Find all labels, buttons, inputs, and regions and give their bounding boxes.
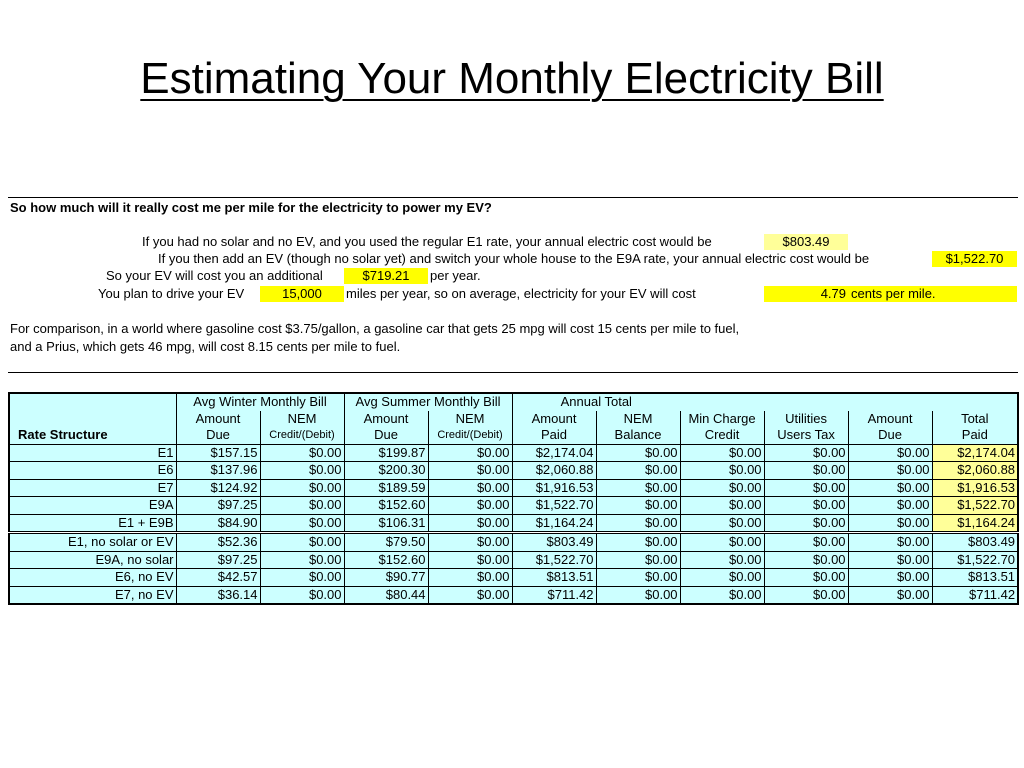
table-cell: $0.00 <box>680 497 764 515</box>
table-cell: $0.00 <box>260 479 344 497</box>
header-blank <box>9 393 176 411</box>
table-cell: $79.50 <box>344 533 428 552</box>
table-cell: $0.00 <box>596 479 680 497</box>
table-cell: $97.25 <box>176 551 260 569</box>
table-cell: $36.14 <box>176 586 260 604</box>
rate-name: E7 <box>9 479 176 497</box>
table-cell: $1,522.70 <box>512 497 596 515</box>
header-cell: Credit/(Debit) <box>428 427 512 444</box>
table-cell: $0.00 <box>764 497 848 515</box>
header-cell: Paid <box>512 427 596 444</box>
rate-name: E9A, no solar <box>9 551 176 569</box>
table-cell: $0.00 <box>848 533 932 552</box>
header-cell: Amount <box>848 411 932 428</box>
table-cell: $152.60 <box>344 497 428 515</box>
table-cell: $0.00 <box>260 444 344 462</box>
table-cell: $0.00 <box>848 462 932 480</box>
table-cell: $0.00 <box>428 497 512 515</box>
table-cell: $0.00 <box>848 479 932 497</box>
total-paid-cell: $813.51 <box>932 569 1018 587</box>
table-cell: $0.00 <box>596 551 680 569</box>
header-cell: Credit <box>680 427 764 444</box>
header-blank <box>680 393 1018 411</box>
rate-name: E6 <box>9 462 176 480</box>
header-cell: Due <box>344 427 428 444</box>
table-cell: $152.60 <box>344 551 428 569</box>
header-cell: Paid <box>932 427 1018 444</box>
table-cell: $0.00 <box>848 551 932 569</box>
header-cell: Users Tax <box>764 427 848 444</box>
table-row <box>9 462 1018 480</box>
header-cell: Balance <box>596 427 680 444</box>
header-cell: NEM <box>260 411 344 428</box>
table-row <box>9 569 1018 587</box>
table-cell: $1,916.53 <box>512 479 596 497</box>
table-cell: $0.00 <box>680 462 764 480</box>
table-cell: $84.90 <box>176 514 260 533</box>
table-cell: $0.00 <box>428 569 512 587</box>
table-cell: $0.00 <box>596 497 680 515</box>
total-paid-cell: $2,174.04 <box>932 444 1018 462</box>
table-cell: $42.57 <box>176 569 260 587</box>
table-cell: $1,164.24 <box>512 514 596 533</box>
comparison-line-2: and a Prius, which gets 46 mpg, will cost 8.15 cents per mile to fuel. <box>10 339 401 354</box>
table-cell: $0.00 <box>680 514 764 533</box>
table-cell: $0.00 <box>596 462 680 480</box>
table-cell: $0.00 <box>848 444 932 462</box>
table-cell: $200.30 <box>344 462 428 480</box>
rate-name: E7, no EV <box>9 586 176 604</box>
table-cell: $137.96 <box>176 462 260 480</box>
line3-value: $719.21 <box>344 268 428 284</box>
header-cell: Min Charge <box>680 411 764 428</box>
table-row <box>9 551 1018 569</box>
table-cell: $0.00 <box>764 586 848 604</box>
header-cell: Due <box>848 427 932 444</box>
page-title: Estimating Your Monthly Electricity Bill <box>140 54 884 103</box>
comparison-line-1: For comparison, in a world where gasoline cost $3.75/gallon, a gasoline car that gets 25 mpg will cost 15 cents per mile to fuel, <box>10 321 740 336</box>
rate-name: E9A <box>9 497 176 515</box>
line2-text: If you then add an EV (though no solar yet) and switch your whole house to the E9A rate, your annual electric cost would be <box>158 251 870 266</box>
table-cell: $0.00 <box>764 533 848 552</box>
table-cell: $106.31 <box>344 514 428 533</box>
table-cell: $1,522.70 <box>512 551 596 569</box>
rate-name: E6, no EV <box>9 569 176 587</box>
header-cell: Amount <box>344 411 428 428</box>
header-row-3 <box>9 427 1018 444</box>
table-cell: $0.00 <box>596 514 680 533</box>
line4-post: cents per mile. <box>851 286 936 301</box>
total-paid-cell: $2,060.88 <box>932 462 1018 480</box>
header-winter: Avg Winter Monthly Bill <box>176 393 344 411</box>
table-row <box>9 533 1018 552</box>
header-cell: Amount <box>176 411 260 428</box>
line3-pre: So your EV will cost you an additional <box>106 268 323 283</box>
table-cell: $0.00 <box>260 586 344 604</box>
line1-text: If you had no solar and no EV, and you used the regular E1 rate, your annual electric cost would be <box>142 234 712 249</box>
table-row <box>9 586 1018 604</box>
table-cell: $0.00 <box>260 462 344 480</box>
rate-name: E1, no solar or EV <box>9 533 176 552</box>
table-cell: $0.00 <box>428 462 512 480</box>
table-cell: $2,174.04 <box>512 444 596 462</box>
table-cell: $52.36 <box>176 533 260 552</box>
table-cell: $0.00 <box>680 569 764 587</box>
line4-miles: 15,000 <box>260 286 344 302</box>
table-cell: $0.00 <box>596 586 680 604</box>
table-cell: $0.00 <box>260 569 344 587</box>
line1-value: $803.49 <box>764 234 848 250</box>
total-paid-cell: $1,522.70 <box>932 497 1018 515</box>
intro-question: So how much will it really cost me per mile for the electricity to power my EV? <box>10 200 492 215</box>
table-cell: $90.77 <box>344 569 428 587</box>
header-cell: Amount <box>512 411 596 428</box>
table-cell: $0.00 <box>596 533 680 552</box>
header-cell: Credit/(Debit) <box>260 427 344 444</box>
header-row-2 <box>9 411 1018 428</box>
table-cell: $0.00 <box>680 533 764 552</box>
table-cell: $0.00 <box>848 497 932 515</box>
total-paid-cell: $1,164.24 <box>932 514 1018 533</box>
total-paid-cell: $1,522.70 <box>932 551 1018 569</box>
header-blank <box>9 411 176 428</box>
table-cell: $0.00 <box>428 514 512 533</box>
table-cell: $711.42 <box>512 586 596 604</box>
table-cell: $0.00 <box>848 569 932 587</box>
table-cell: $97.25 <box>176 497 260 515</box>
table-cell: $0.00 <box>428 479 512 497</box>
line4-mid: miles per year, so on average, electricity for your EV will cost <box>346 286 696 301</box>
header-rate-structure: Rate Structure <box>9 427 176 444</box>
header-cell: Utilities <box>764 411 848 428</box>
table-cell: $189.59 <box>344 479 428 497</box>
header-summer: Avg Summer Monthly Bill <box>344 393 512 411</box>
table-cell: $0.00 <box>596 444 680 462</box>
table-cell: $0.00 <box>848 586 932 604</box>
table-cell: $0.00 <box>596 569 680 587</box>
header-cell: Total <box>932 411 1018 428</box>
table-row <box>9 479 1018 497</box>
table-cell: $199.87 <box>344 444 428 462</box>
rate-name: E1 <box>9 444 176 462</box>
total-paid-cell: $803.49 <box>932 533 1018 552</box>
line4-value: 4.79 <box>820 286 846 301</box>
table-row <box>9 497 1018 515</box>
header-cell: Due <box>176 427 260 444</box>
table-cell: $0.00 <box>848 514 932 533</box>
table-cell: $0.00 <box>764 479 848 497</box>
table-cell: $0.00 <box>764 462 848 480</box>
table-row <box>9 514 1018 533</box>
table-cell: $0.00 <box>428 586 512 604</box>
table-cell: $0.00 <box>680 479 764 497</box>
table-cell: $0.00 <box>764 569 848 587</box>
line3-post: per year. <box>430 268 481 283</box>
table-cell: $0.00 <box>428 444 512 462</box>
table-cell: $124.92 <box>176 479 260 497</box>
table-cell: $0.00 <box>428 533 512 552</box>
rate-name: E1 + E9B <box>9 514 176 533</box>
header-annual: Annual Total <box>512 393 680 411</box>
header-cell: NEM <box>596 411 680 428</box>
table-cell: $0.00 <box>428 551 512 569</box>
table-cell: $80.44 <box>344 586 428 604</box>
table-cell: $803.49 <box>512 533 596 552</box>
line4-pre: You plan to drive your EV <box>98 286 245 301</box>
top-divider <box>8 197 1018 198</box>
table-cell: $0.00 <box>764 551 848 569</box>
table-cell: $0.00 <box>680 444 764 462</box>
bottom-divider <box>8 372 1018 373</box>
table-cell: $813.51 <box>512 569 596 587</box>
table-cell: $0.00 <box>260 533 344 552</box>
table-cell: $0.00 <box>764 444 848 462</box>
header-row-groups <box>9 393 1018 411</box>
header-cell: NEM <box>428 411 512 428</box>
line2-value: $1,522.70 <box>932 251 1017 267</box>
total-paid-cell: $1,916.53 <box>932 479 1018 497</box>
table-cell: $0.00 <box>260 514 344 533</box>
table-cell: $2,060.88 <box>512 462 596 480</box>
table-row <box>9 444 1018 462</box>
table-cell: $0.00 <box>680 586 764 604</box>
table-cell: $0.00 <box>260 551 344 569</box>
table-cell: $0.00 <box>764 514 848 533</box>
table-cell: $157.15 <box>176 444 260 462</box>
table-cell: $0.00 <box>680 551 764 569</box>
table-cell: $0.00 <box>260 497 344 515</box>
total-paid-cell: $711.42 <box>932 586 1018 604</box>
rate-table <box>8 392 1019 605</box>
